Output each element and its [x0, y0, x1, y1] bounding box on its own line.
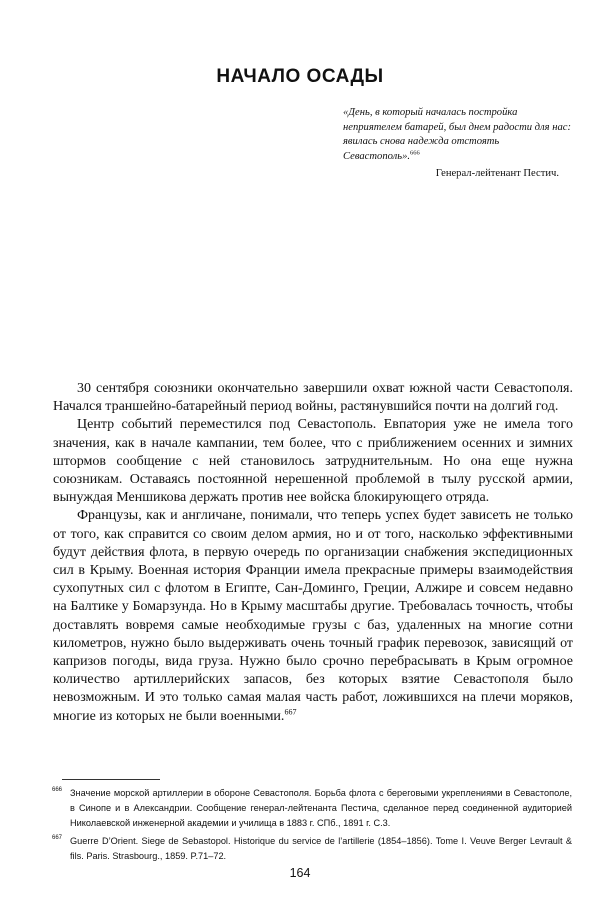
epigraph-footnote-ref[interactable]: 666	[410, 148, 420, 156]
footnote-666	[52, 786, 572, 831]
footnote-text: Значение морской артиллерии в обороне Севастополя. Борьба флота с береговыми укреплениями в Севастополе, в Синопе и в Александрии. Сообщение генерал-лейтенанта Пестича, сделанное перед соединенной аудиторией Николаевской инженерной академии и училища в 1883 г. СПб., 1891 г. С.3.	[70, 788, 572, 828]
paragraph-3-text: Французы, как и англичане, понимали, что теперь успех будет зависеть не только от того, как справится со своим делом армия, но и от того, насколько эффективными будут действия флота, в первую очередь по организации снабжения экспедиционных сил в Крыму. Военная история Франции имела прекрасные примеры взаимодействия сухопутных сил с флотом в Египте, Сан-Доминго, Греции, Алжире и совсем недавно на Балтике у Бомарзунда. Но в Крыму масштабы другие. Требовалась точность, чтобы доставлять вовремя самые необходимые грузы с баз, удаленных на многие сотни километров, нужно было выдерживать очень точный график перевозок, зависящий от капризов погоды, вида груза. Нужно было срочно перебрасывать в Крым огромное количество артиллерийских запасов, без которых взятие Севастополя было невозможным. И это только самая малая часть работ, ложившихся на плечи моряков, многие из которых не были военными.	[53, 508, 573, 724]
page-number: 164	[289, 866, 311, 880]
epigraph	[343, 106, 571, 182]
footnote-divider	[62, 779, 160, 780]
footnotes	[52, 786, 572, 867]
paragraph-2: Центр событий переместился под Севастополь. Евпатория уже не имела того значения, как в начале кампании, тем более, что с приближением осенних и зимних штормов сообщение с ней становилось затруднительным. Но она еще нужна союзникам. Оставаясь постоянной нерешенной проблемой в тылу русской армии, вынуждая Меншикова держать против нее войска блокирующего отряда.	[53, 417, 573, 506]
chapter-title: НАЧАЛО ОСАДЫ	[216, 66, 384, 87]
epigraph-quote	[343, 106, 571, 164]
footnote-667	[52, 834, 572, 864]
body-footnote-ref[interactable]: 667	[284, 707, 297, 716]
footnote-mark: 666	[52, 787, 63, 793]
paragraph-1: 30 сентября союзники окончательно завершили охват южной части Севастополя. Начался траншейно-батарейный период войны, растянувшийся почти на долгий год.	[53, 381, 573, 415]
footnote-mark: 667	[52, 835, 63, 841]
paragraph-3	[53, 507, 573, 725]
main-text	[53, 380, 573, 726]
footnote-text: Guerre D’Orient. Siege de Sebastopol. Historique du service de l’artillerie (1854–1856). Tome I. Veuve Berger Levrault & fils. Paris. Strasbourg., 1859. P.71–72.	[70, 836, 572, 861]
epigraph-quote-text: «День, в который началась постройка неприятелем батарей, был днем радости для нас: явилась снова надежда отстоять Севастополь».	[343, 107, 571, 162]
epigraph-author: Генерал-лейтенант Пестич.	[435, 168, 559, 179]
